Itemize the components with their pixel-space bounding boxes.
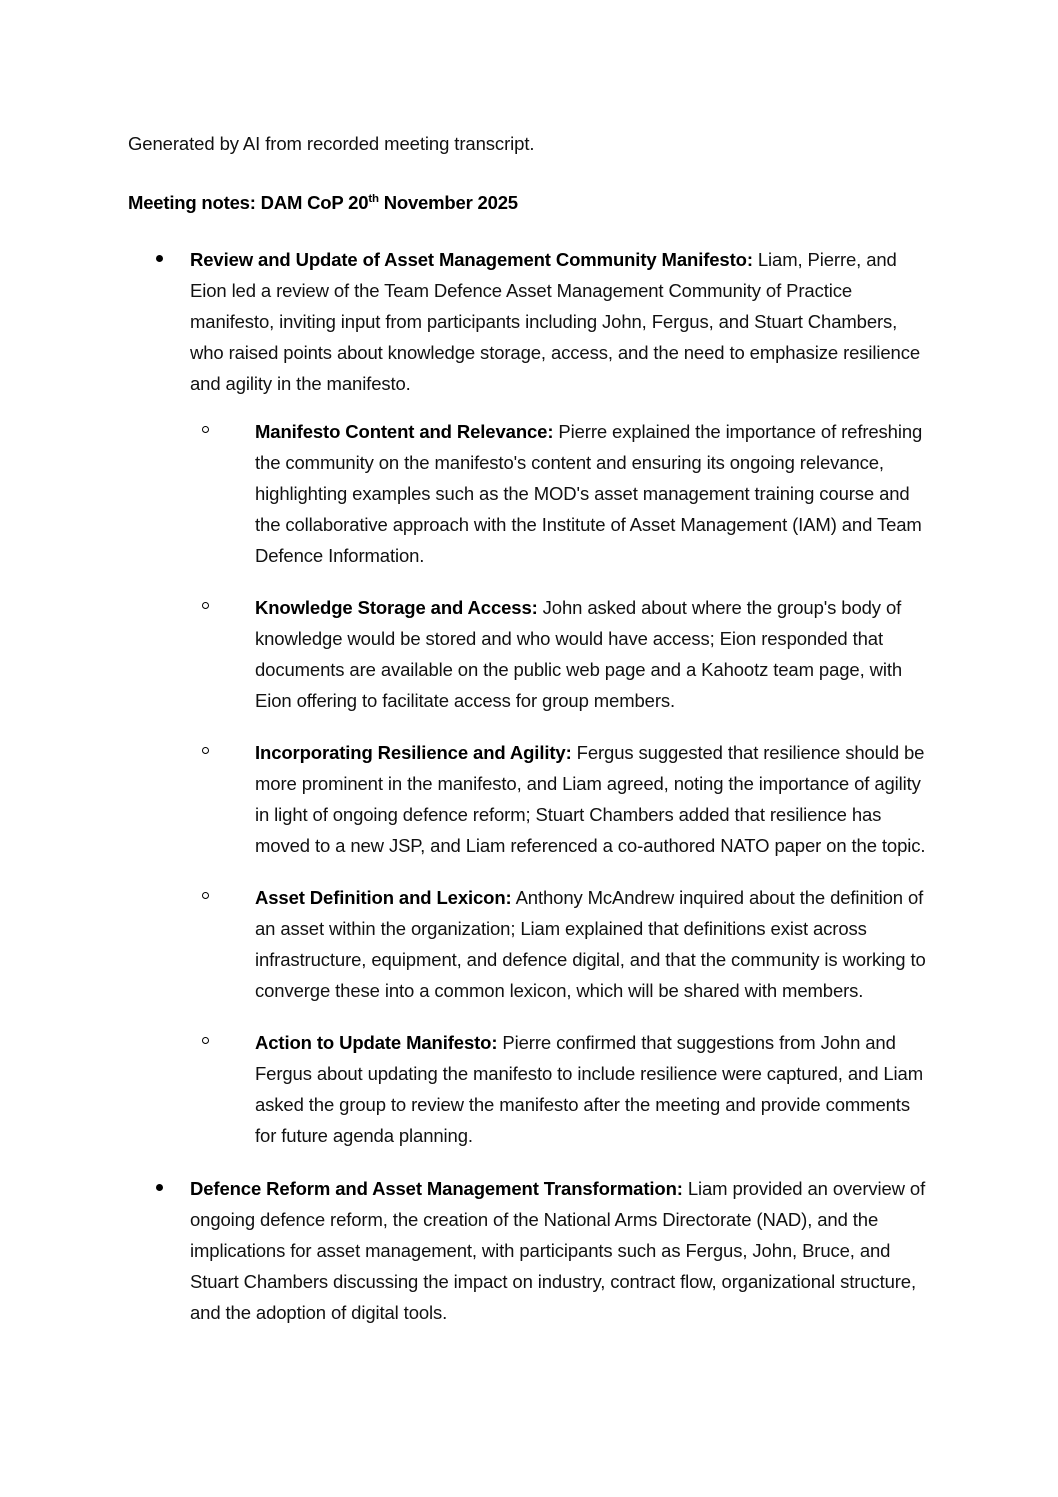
bullet-circle-icon [202, 1037, 209, 1044]
ordinal-suffix: th [368, 192, 379, 205]
list-item-body: Liam provided an overview of ongoing defence reform, the creation of the National Arms Directorate (NAD), and the implications for asset management, with participants such as Fergus, John, Bruce, and Stuart Chambers discussing the impact on industry, contract flow, organizational structure, and the adoption of digital tools. [190, 1178, 926, 1323]
sub-list-item [190, 1027, 932, 1151]
bullet-circle-icon [202, 892, 209, 899]
sub-list-item-body: John asked about where the group's body of knowledge would be stored and who would have access; Eion responded that documents are available on the public web page and a Kahootz team page, with Eion offering to facilitate access for group members. [255, 597, 903, 711]
page-title-suffix: November 2025 [378, 192, 518, 213]
list-item [128, 244, 932, 1151]
list-item-text [190, 1173, 932, 1328]
sub-list-item-text [255, 882, 932, 1006]
sub-list-item [190, 737, 932, 861]
list-item-heading: Review and Update of Asset Management Community Manifesto: [190, 249, 753, 270]
bullet-circle-icon [202, 426, 209, 433]
sub-list-item-text [255, 416, 932, 571]
page-title [128, 187, 932, 218]
sub-list-item-heading: Incorporating Resilience and Agility: [255, 742, 572, 763]
bullet-circle-icon [202, 747, 209, 754]
sub-list-item-text [255, 737, 932, 861]
sub-list-item-heading: Knowledge Storage and Access: [255, 597, 538, 618]
sub-list-item [190, 416, 932, 571]
sub-list-item [190, 592, 932, 716]
notes-list [128, 244, 932, 1328]
list-item [128, 1173, 932, 1328]
page-title-prefix: Meeting notes: DAM CoP 20 [128, 192, 369, 213]
sub-list-item-text [255, 1027, 932, 1151]
sub-list-item-heading: Asset Definition and Lexicon: [255, 887, 512, 908]
sub-list-item-body: Pierre confirmed that suggestions from John and Fergus about updating the manifesto to include resilience were captured, and Liam asked the group to review the manifesto after the meeting and provide comments for future agenda planning. [255, 1032, 923, 1146]
sub-list-item-body: Fergus suggested that resilience should be more prominent in the manifesto, and Liam agreed, noting the importance of agility in light of ongoing defence reform; Stuart Chambers added that resilience has moved to a new JSP, and Liam referenced a co-authored NATO paper on the topic. [255, 742, 926, 856]
sub-notes-list [190, 416, 932, 1151]
bullet-disc-icon [156, 1184, 163, 1191]
list-item-body: Liam, Pierre, and Eion led a review of the Team Defence Asset Management Community of Practice manifesto, inviting input from participants including John, Fergus, and Stuart Chambers, who raised points about knowledge storage, access, and the need to emphasize resilience and agility in the manifesto. [190, 249, 921, 394]
generated-by-ai-note: Generated by AI from recorded meeting transcript. [128, 133, 535, 154]
sub-list-item-text [255, 592, 932, 716]
bullet-disc-icon [156, 255, 163, 262]
sub-list-item-body: Pierre explained the importance of refreshing the community on the manifesto's content and ensuring its ongoing relevance, highlighting examples such as the MOD's asset management training course and the collaborative approach with the Institute of Asset Management (IAM) and Team Defence Information. [255, 421, 923, 566]
sub-list-item-heading: Manifesto Content and Relevance: [255, 421, 554, 442]
sub-list-item [190, 882, 932, 1006]
list-item-text [190, 244, 932, 399]
sub-list-item-heading: Action to Update Manifesto: [255, 1032, 498, 1053]
sub-list-item-body: Anthony McAndrew inquired about the definition of an asset within the organization; Liam explained that definitions exist across infrastructure, equipment, and defence digital, and that the community is working to converge these into a common lexicon, which will be shared with members. [255, 887, 926, 1001]
bullet-circle-icon [202, 602, 209, 609]
list-item-heading: Defence Reform and Asset Management Transformation: [190, 1178, 683, 1199]
